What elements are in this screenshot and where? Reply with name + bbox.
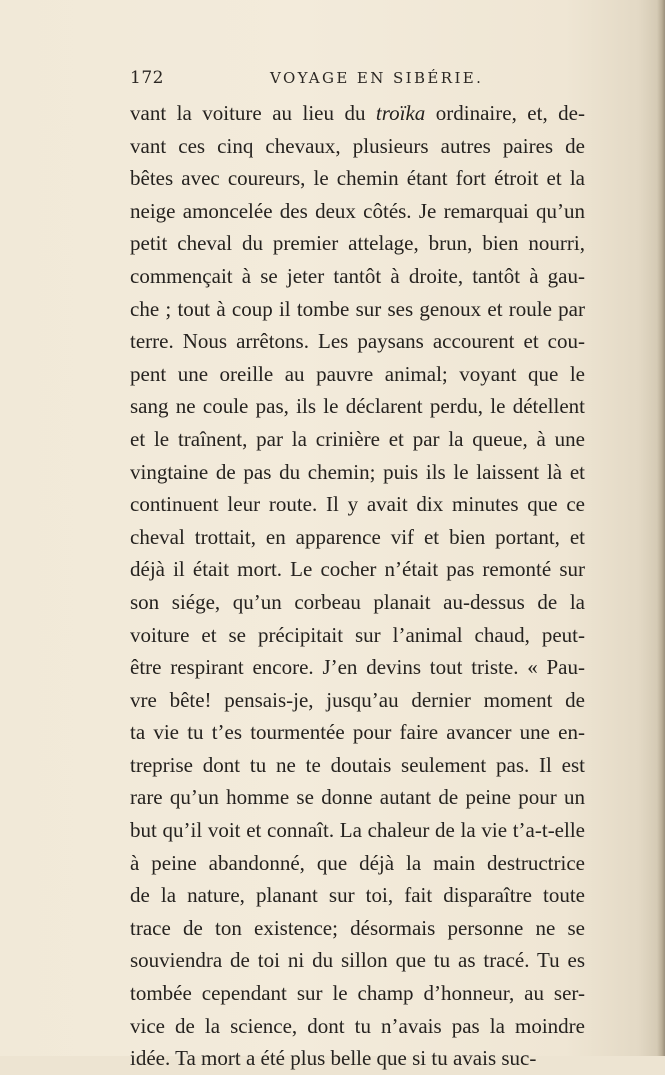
text-line: déjà il était mort. Le cocher n’était pas remonté sur [130, 557, 585, 582]
text-line: bêtes avec coureurs, le chemin étant fort étroit et la [130, 166, 585, 191]
text-line: sang ne coule pas, ils le déclarent perdu, le détellent [130, 394, 585, 419]
text-line: cheval trottait, en apparence vif et bien portant, et [130, 524, 585, 549]
text-line: che ; tout à coup il tombe sur ses genoux et roule par [130, 296, 585, 321]
text-line: treprise dont tu ne te doutais seulement pas. Il est [130, 752, 585, 777]
text-line: vant la voiture au lieu du troïka ordinaire, et, de- [130, 101, 585, 125]
text-line: ta vie tu t’es tourmentée pour faire avancer une en- [130, 720, 585, 745]
text-line: vre bête! pensais-je, jusqu’au dernier moment de [130, 687, 585, 712]
text-line: à peine abandonné, que déjà la main destructrice [130, 850, 585, 875]
page-edge-shadow [657, 0, 665, 1056]
text-line: vice de la science, dont tu n’avais pas la moindre [130, 1013, 585, 1038]
page-number: 172 [130, 68, 164, 88]
text-line: son siége, qu’un corbeau planait au-dessus de la [130, 589, 585, 614]
running-title: VOYAGE EN SIBÉRIE. [270, 69, 484, 87]
text-line: rare qu’un homme se donne autant de peine pour un [130, 785, 585, 810]
running-head [130, 68, 585, 94]
text-line: voiture et se précipitait sur l’animal chaud, peut- [130, 622, 585, 647]
italic-word: troïka [375, 101, 426, 125]
text-line: neige amoncelée des deux côtés. Je remarquai qu’un [130, 198, 585, 223]
text-line: terre. Nous arrêtons. Les paysans accourent et cou- [130, 329, 585, 354]
text-line: idée. Ta mort a été plus belle que si tu avais suc- [130, 1046, 537, 1071]
text-line: être respirant encore. J’en devins tout triste. « Pau- [130, 655, 585, 680]
text-line: vant ces cinq chevaux, plusieurs autres paires de [130, 133, 585, 158]
body-text [130, 97, 585, 1075]
text-line: et le traînent, par la crinière et par la queue, à une [130, 426, 585, 451]
text-line: commençait à se jeter tantôt à droite, tantôt à gau- [130, 263, 585, 288]
text-line: petit cheval du premier attelage, brun, bien nourri, [130, 231, 585, 256]
text-line: vingtaine de pas du chemin; puis ils le laissent là et [130, 459, 585, 484]
text-line: trace de ton existence; désormais personne ne se [130, 915, 585, 940]
text-line: tombée cependant sur le champ d’honneur, au ser- [130, 981, 585, 1006]
text-line: but qu’il voit et connaît. La chaleur de la vie t’a-t-elle [130, 818, 585, 843]
text-line: de la nature, planant sur toi, fait disparaître toute [130, 883, 585, 908]
text-line: souviendra de toi ni du sillon que tu as tracé. Tu es [130, 948, 585, 973]
text-line: pent une oreille au pauvre animal; voyant que le [130, 361, 585, 386]
text-line: continuent leur route. Il y avait dix minutes que ce [130, 492, 585, 517]
